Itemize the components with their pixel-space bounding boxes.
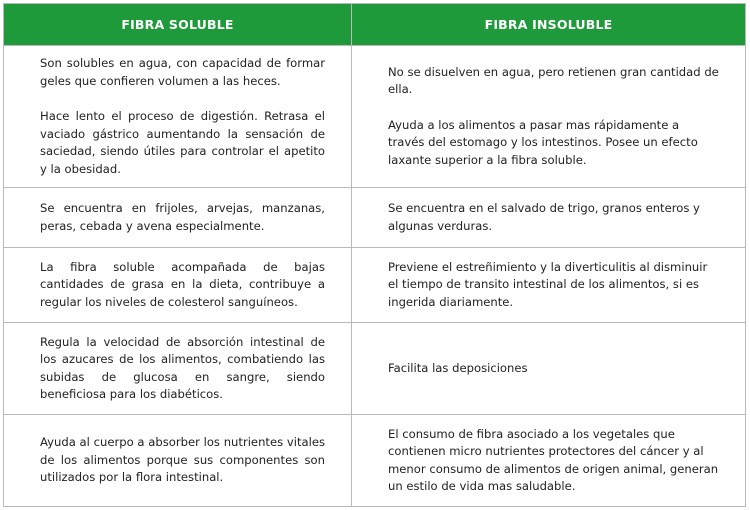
insoluble-cell <box>352 46 746 188</box>
cell-text: Se encuentra en el salvado de trigo, granos enteros y algunas verduras. <box>388 201 700 233</box>
table-row <box>4 323 746 415</box>
insoluble-cell <box>352 415 746 507</box>
insoluble-cell <box>352 188 746 248</box>
soluble-cell <box>4 415 352 507</box>
insoluble-cell <box>352 323 746 415</box>
cell-text: Se encuentra en frijoles, arvejas, manzanas, peras, cebada y avena especialmente. <box>40 201 325 233</box>
cell-text: No se disuelven en agua, pero retienen gran cantidad de ella. <box>388 64 719 97</box>
cell-text: Regula la velocidad de absorción intestinal de los azucares de los alimentos, combatiendo las subidas de glucosa en sangre, siendo beneficiosa para los diabéticos. <box>40 334 325 401</box>
fiber-comparison-table-wrapper <box>3 3 745 506</box>
header-insoluble-fiber: FIBRA INSOLUBLE <box>352 4 746 46</box>
soluble-cell <box>4 248 352 323</box>
soluble-cell <box>4 188 352 248</box>
table-row <box>4 46 746 188</box>
soluble-cell <box>4 46 352 188</box>
cell-text: Ayuda al cuerpo a absorber los nutrientes vitales de los alimentos porque sus componentes son utilizados por la flora intestinal. <box>40 435 325 485</box>
header-soluble-fiber: FIBRA SOLUBLE <box>4 4 352 46</box>
table-row <box>4 248 746 323</box>
cell-text: Hace lento el proceso de digestión. Retrasa el vaciado gástrico aumentando la sensación de saciedad, siendo útiles para controlar el apetito y la obesidad. <box>40 109 325 176</box>
cell-text: El consumo de fibra asociado a los vegetales que contienen micro nutrientes protectores del cáncer y al menor consumo de alimentos de origen animal, generan un estilo de vida mas saludable. <box>388 426 719 493</box>
soluble-cell <box>4 323 352 415</box>
insoluble-cell <box>352 248 746 323</box>
table-row <box>4 415 746 507</box>
cell-text: Previene el estreñimiento y la diverticulitis al disminuir el tiempo de transito intestinal de los alimentos, si es ingerida diariamente. <box>388 259 708 309</box>
table-row <box>4 188 746 248</box>
cell-text: La fibra soluble acompañada de bajas cantidades de grasa en la dieta, contribuye a regular los niveles de colesterol sanguíneos. <box>40 259 325 309</box>
cell-text: Son solubles en agua, con capacidad de formar geles que confieren volumen a las heces. <box>40 56 325 88</box>
table-header-row <box>4 4 746 46</box>
cell-text: Ayuda a los alimentos a pasar mas rápidamente a través del estomago y los intestinos. Posee un efecto laxante superior a la fibra soluble. <box>388 117 698 167</box>
cell-text: Facilita las deposiciones <box>388 360 528 375</box>
fiber-comparison-table <box>3 3 746 507</box>
